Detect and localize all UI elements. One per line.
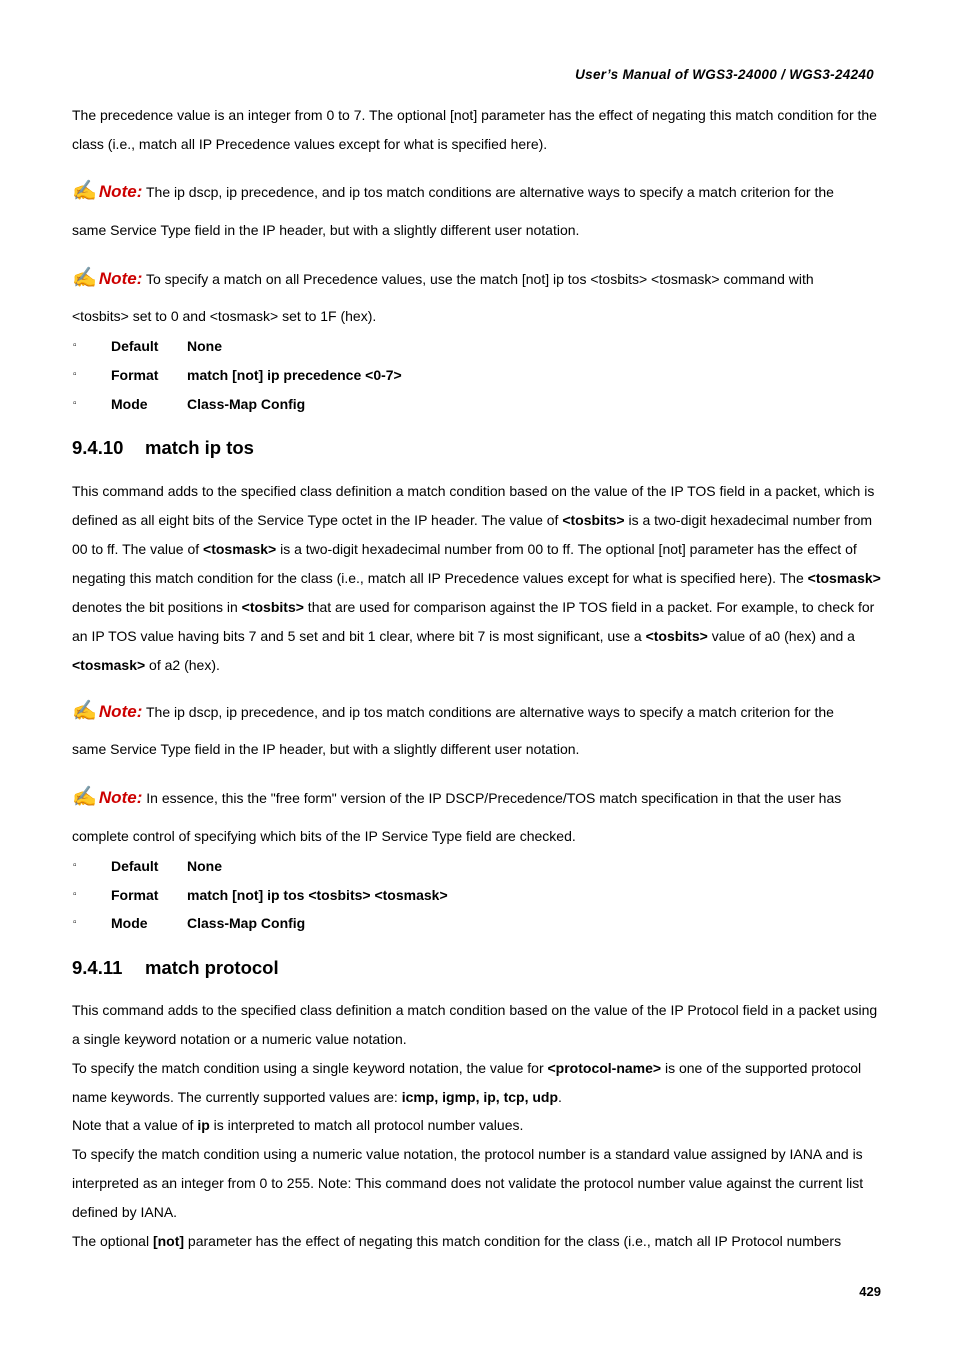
note-label: Note xyxy=(98,788,137,807)
note-block xyxy=(72,177,884,207)
section-body xyxy=(72,477,884,680)
section-body xyxy=(72,1054,884,1112)
body-keyword: <tosbits> xyxy=(241,599,304,615)
bullet-square-icon: ▫ xyxy=(73,340,77,351)
section-body xyxy=(72,1111,884,1140)
body-text: Note that a value of xyxy=(72,1117,198,1133)
body-text: is one of the supported protocol name keywords. The currently supported values are: xyxy=(72,1060,862,1105)
property-label: Mode xyxy=(111,396,148,412)
section-body xyxy=(72,1227,884,1256)
bullet-square-icon: ▫ xyxy=(73,917,77,928)
body-text: This command adds to the specified class definition a match condition based on the value of the IP TOS field in a packet, which is defined as all eight bits of the Service Type octet in the IP header. The value of xyxy=(72,483,875,528)
body-keyword: [not] xyxy=(152,1233,185,1249)
intro-paragraph: The precedence value is an integer from 0 to 7. The optional [not] parameter has the effect of negating this match condition for the class (i.e., match all IP Precedence values except for what is specified here). xyxy=(72,107,877,152)
body-text: . xyxy=(558,1089,562,1105)
body-keyword: <tosmask> xyxy=(203,541,277,557)
property-value: None xyxy=(187,858,222,874)
body-text: is a two-digit hexadecimal number from 00 to ff. The value of xyxy=(72,512,873,557)
note-label: Note xyxy=(98,269,137,288)
note-label: Note xyxy=(98,702,137,721)
note-block xyxy=(72,264,884,294)
note-text: To specify a match on all Precedence values, use the match [not] ip tos <tosbits> <tosmask> command with xyxy=(142,271,814,287)
body-keyword: <tosbits> xyxy=(562,512,625,528)
body-text: denotes the bit positions in xyxy=(72,599,242,615)
note-colon: : xyxy=(136,182,143,201)
bullet-square-icon: ▫ xyxy=(73,889,77,900)
body-text: To specify the match condition using a single keyword notation, the value for xyxy=(72,1060,548,1076)
note-colon: : xyxy=(136,269,143,288)
note-continuation: complete control of specifying which bits of the IP Service Type field are checked. xyxy=(72,828,576,844)
bullet-square-icon: ▫ xyxy=(73,369,77,380)
note-label: Note xyxy=(98,182,137,201)
note-text: The ip dscp, ip precedence, and ip tos match conditions are alternative ways to specify a match criterion for the xyxy=(142,704,834,720)
body-keyword: <tosbits> xyxy=(645,628,708,644)
body-keyword: <tosmask> xyxy=(72,657,146,673)
section-body: To specify the match condition using a numeric value notation, the protocol number is a standard value assigned by IANA and is interpreted as an integer from 0 to 255. Note: This command does not validate the protocol number value against the current list defined by IANA. xyxy=(72,1146,864,1220)
note-continuation: same Service Type field in the IP header, but with a slightly different user notation. xyxy=(72,222,580,238)
bullet-square-icon: ▫ xyxy=(73,398,77,409)
page-header-title: User’s Manual of WGS3-24000 / WGS3-24240 xyxy=(575,67,874,82)
body-keyword: ip xyxy=(197,1117,210,1133)
property-label: Format xyxy=(111,367,159,383)
section-title: match ip tos xyxy=(145,437,254,458)
section-title: match protocol xyxy=(145,957,279,978)
pencil-writing-icon: ✍ xyxy=(72,786,97,808)
body-text: value of a0 (hex) and a xyxy=(707,628,855,644)
property-label: Default xyxy=(111,858,159,874)
pencil-writing-icon: ✍ xyxy=(72,267,97,289)
note-colon: : xyxy=(136,788,143,807)
property-value: Class-Map Config xyxy=(187,915,306,931)
body-keyword: <protocol-name> xyxy=(547,1060,662,1076)
section-body: This command adds to the specified class definition a match condition based on the value of the IP Protocol field in a packet using a single keyword notation or a numeric value notation. xyxy=(72,1002,878,1047)
bullet-square-icon: ▫ xyxy=(73,860,77,871)
note-text: The ip dscp, ip precedence, and ip tos match conditions are alternative ways to specify a match criterion for the xyxy=(142,184,834,200)
note-continuation: <tosbits> set to 0 and <tosmask> set to 1F (hex). xyxy=(72,308,377,324)
body-text: parameter has the effect of negating this match condition for the class (i.e., match all IP Protocol numbers xyxy=(184,1233,842,1249)
note-block xyxy=(72,697,884,727)
body-text: is interpreted to match all protocol number values. xyxy=(209,1117,524,1133)
pencil-writing-icon: ✍ xyxy=(72,180,97,202)
section-number: 9.4.10 xyxy=(72,437,124,458)
property-label: Default xyxy=(111,338,159,354)
body-text: that are used for comparison against the IP TOS field in a packet. For example, to check for an IP TOS value having bits 7 and 5 set and bit 1 clear, where bit 7 is most significant, use a xyxy=(72,599,875,644)
section-heading xyxy=(72,437,254,459)
note-continuation: same Service Type field in the IP header, but with a slightly different user notation. xyxy=(72,741,580,757)
note-block xyxy=(72,783,884,813)
body-keyword: <tosmask> xyxy=(807,570,881,586)
property-label: Format xyxy=(111,887,159,903)
property-value: match [not] ip tos <tosbits> <tosmask> xyxy=(187,887,448,903)
page-number: 429 xyxy=(859,1284,881,1299)
section-heading xyxy=(72,957,279,979)
pencil-writing-icon: ✍ xyxy=(72,700,97,722)
body-text: The optional xyxy=(72,1233,153,1249)
body-keyword: icmp, igmp, ip, tcp, udp xyxy=(401,1089,559,1105)
body-text: is a two-digit hexadecimal number from 00 to ff. The optional [not] parameter has the effect of negating this match condition for the class (i.e., match all IP Precedence values except for what is specified here). The xyxy=(72,541,857,586)
section-number: 9.4.11 xyxy=(72,957,123,978)
property-value: Class-Map Config xyxy=(187,396,306,412)
property-value: match [not] ip precedence <0-7> xyxy=(187,367,402,383)
body-text: of a2 (hex). xyxy=(145,657,220,673)
note-colon: : xyxy=(136,702,143,721)
property-value: None xyxy=(187,338,222,354)
note-text: In essence, this the "free form" version of the IP DSCP/Precedence/TOS match specification in that the user has xyxy=(142,790,842,806)
property-label: Mode xyxy=(111,915,148,931)
